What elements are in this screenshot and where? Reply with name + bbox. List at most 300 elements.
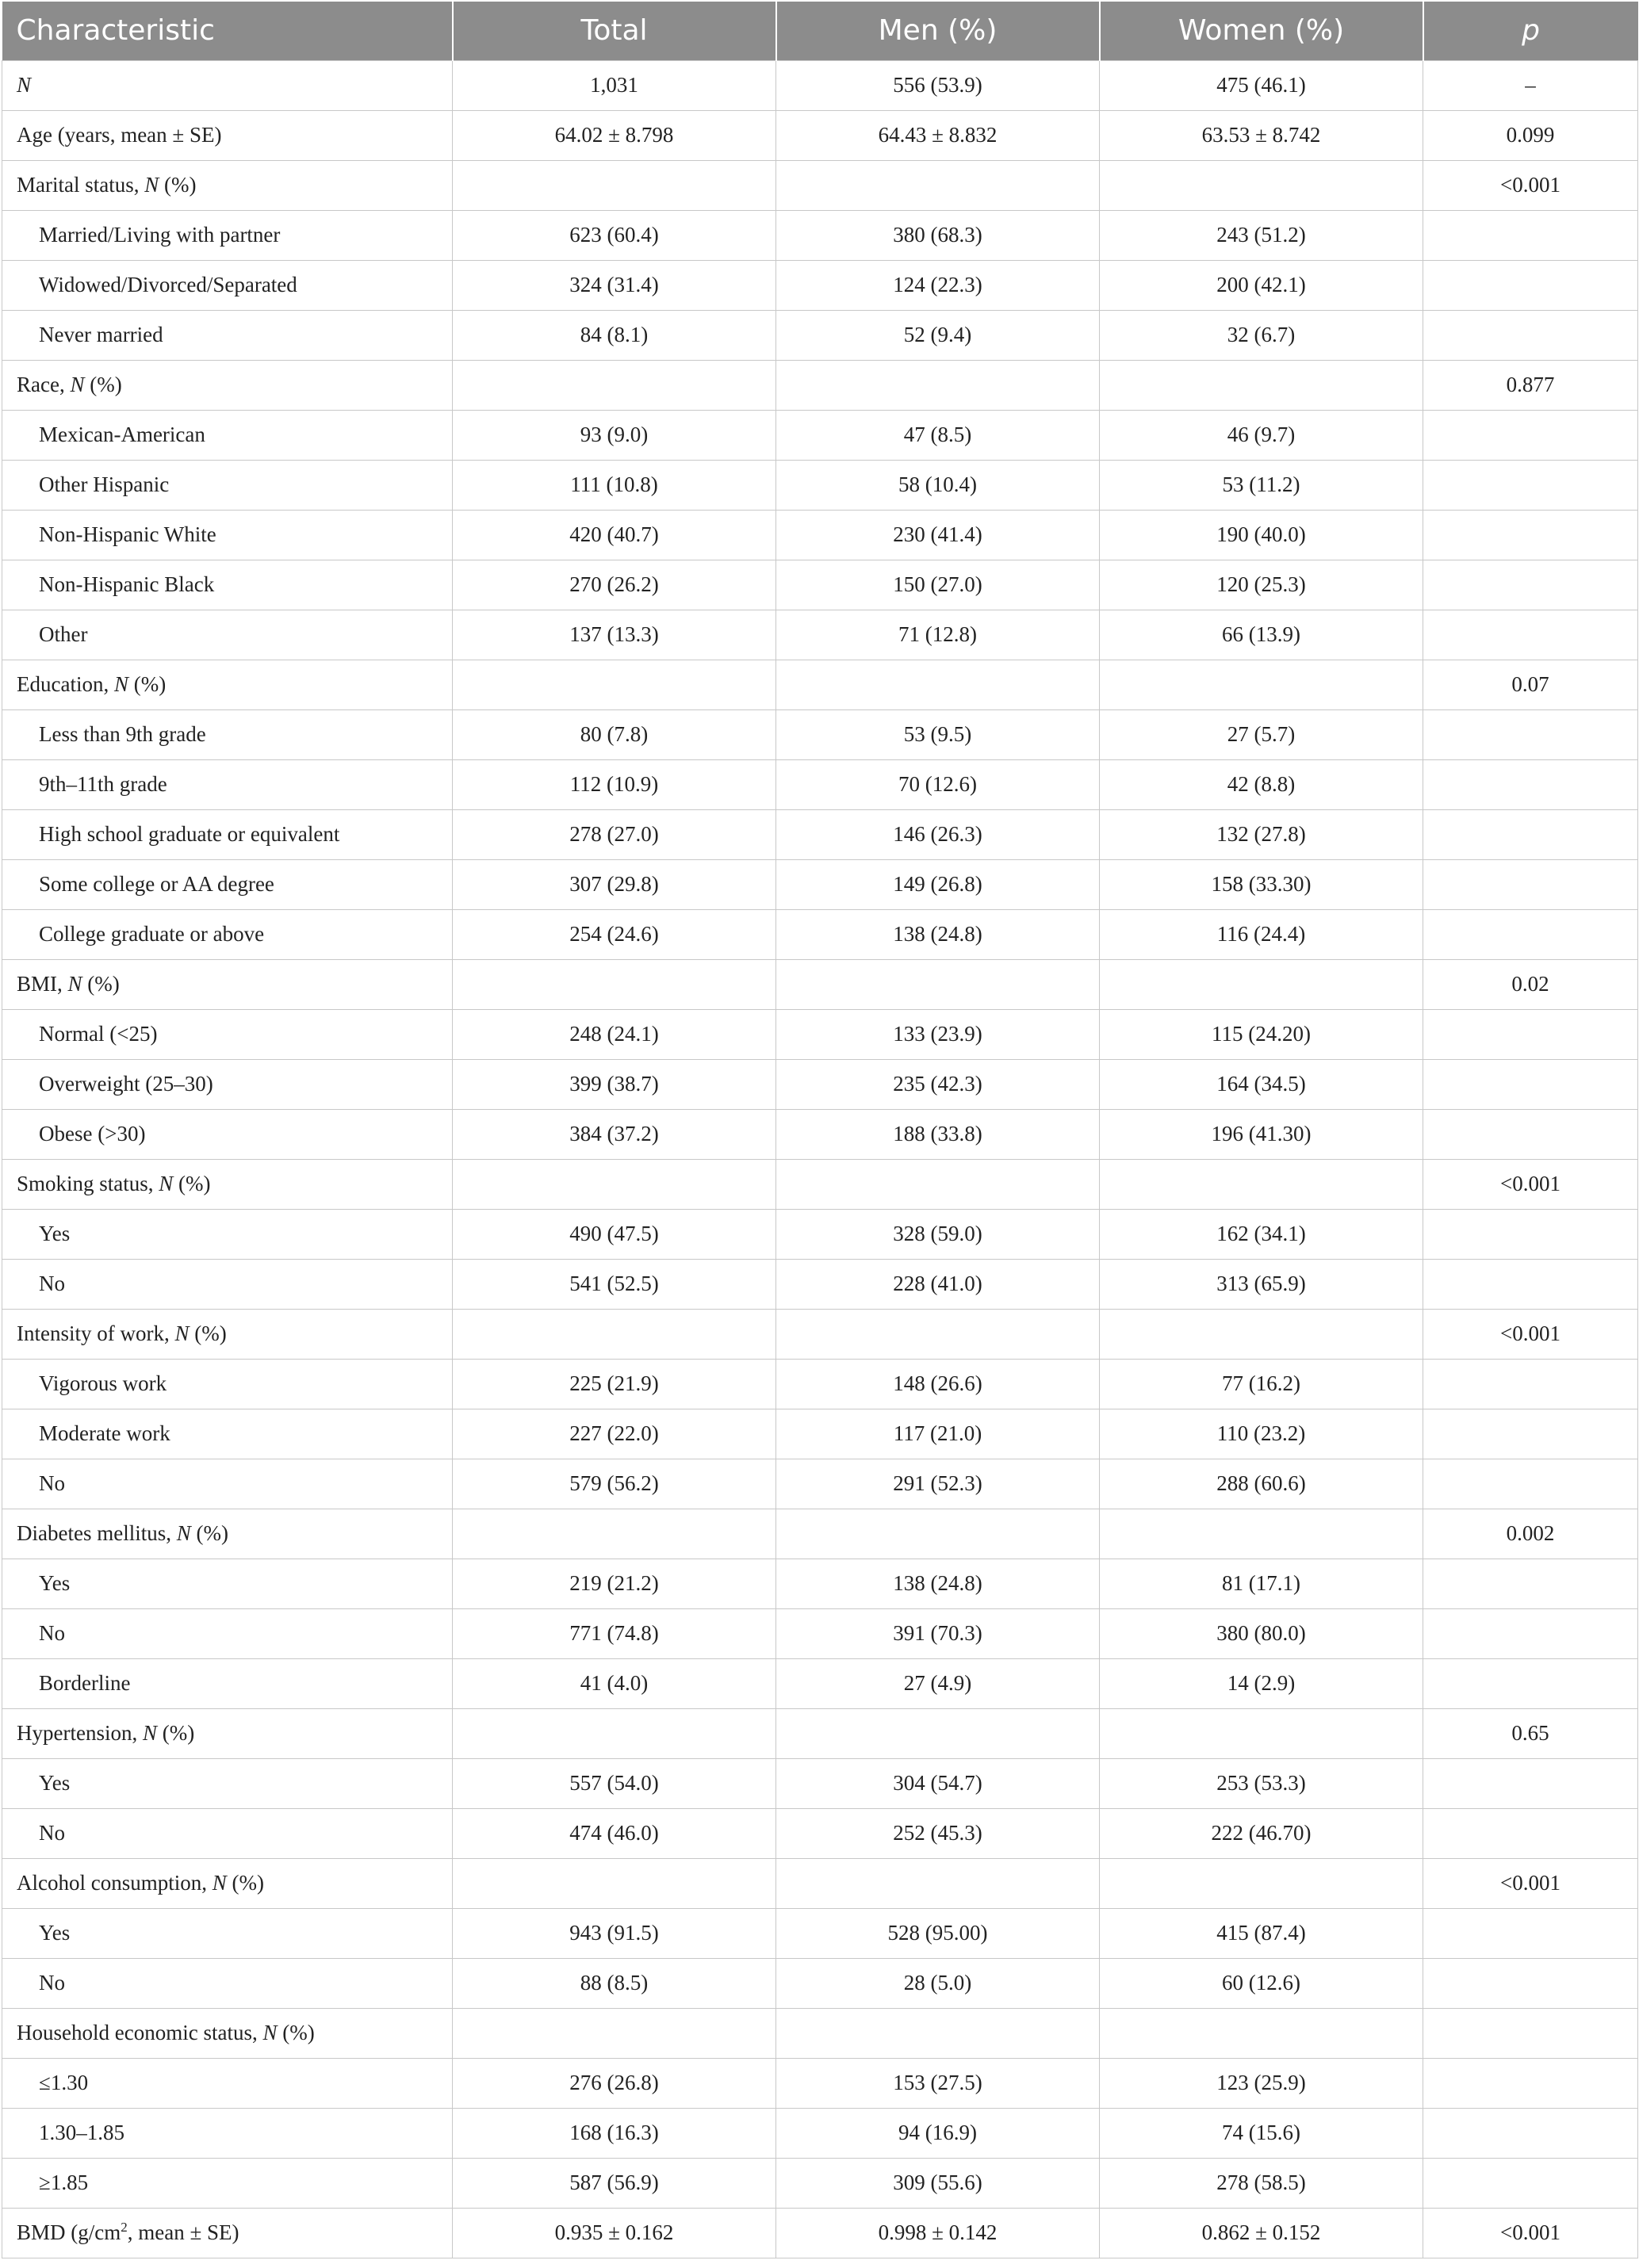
cell-women xyxy=(1100,959,1423,1009)
table-row xyxy=(2,1608,1638,1658)
cell-total: 112 (10.9) xyxy=(453,759,776,809)
cell-total: 541 (52.5) xyxy=(453,1259,776,1309)
row-label xyxy=(2,510,453,560)
cell-total: 80 (7.8) xyxy=(453,709,776,759)
table-row xyxy=(2,909,1638,959)
row-label-text: N xyxy=(17,73,32,97)
cell-total: 248 (24.1) xyxy=(453,1009,776,1059)
row-label xyxy=(2,1858,453,1908)
cell-p xyxy=(1423,310,1638,360)
cell-p xyxy=(1423,1259,1638,1309)
cell-total: 0.935 ± 0.162 xyxy=(453,2208,776,2258)
cell-women xyxy=(1100,160,1423,210)
table-row xyxy=(2,160,1638,210)
table-row xyxy=(2,260,1638,310)
row-label-pct: (%) xyxy=(84,373,122,396)
cell-women: 110 (23.2) xyxy=(1100,1409,1423,1459)
cell-men: 230 (41.4) xyxy=(776,510,1100,560)
cell-men: 556 (53.9) xyxy=(776,60,1100,110)
row-label-text: Married/Living with partner xyxy=(39,223,281,247)
row-label-n: N xyxy=(144,173,159,197)
row-label xyxy=(2,260,453,310)
cell-total: 324 (31.4) xyxy=(453,260,776,310)
cell-p xyxy=(1423,1808,1638,1858)
row-label-text: No xyxy=(39,1471,65,1495)
cell-women: 200 (42.1) xyxy=(1100,260,1423,310)
cell-p xyxy=(1423,510,1638,560)
characteristics-table xyxy=(2,2,1638,2258)
cell-men: 28 (5.0) xyxy=(776,1958,1100,2008)
row-label-text: 1.30–1.85 xyxy=(39,2121,124,2144)
cell-women: 14 (2.9) xyxy=(1100,1658,1423,1708)
row-label xyxy=(2,1958,453,2008)
cell-women: 123 (25.9) xyxy=(1100,2058,1423,2108)
cell-total: 474 (46.0) xyxy=(453,1808,776,1858)
cell-p xyxy=(1423,1059,1638,1109)
table-row xyxy=(2,1958,1638,2008)
row-label xyxy=(2,909,453,959)
row-label-text: Race, xyxy=(17,373,71,396)
row-label-text: Marital status, xyxy=(17,173,145,197)
cell-men: 70 (12.6) xyxy=(776,759,1100,809)
cell-men: 153 (27.5) xyxy=(776,2058,1100,2108)
cell-total: 227 (22.0) xyxy=(453,1409,776,1459)
cell-women: 66 (13.9) xyxy=(1100,610,1423,660)
cell-p: 0.65 xyxy=(1423,1708,1638,1758)
row-label xyxy=(2,60,453,110)
cell-women xyxy=(1100,360,1423,410)
row-label-pct: (%) xyxy=(226,1871,264,1895)
cell-total: 420 (40.7) xyxy=(453,510,776,560)
row-label-text: Other Hispanic xyxy=(39,472,170,496)
row-label xyxy=(2,610,453,660)
row-label-text: Hypertension, xyxy=(17,1721,143,1745)
row-label xyxy=(2,1708,453,1758)
table-row xyxy=(2,1908,1638,1958)
cell-p xyxy=(1423,1209,1638,1259)
table-row xyxy=(2,60,1638,110)
row-label-text: Obese (>30) xyxy=(39,1122,146,1145)
table-row xyxy=(2,2208,1638,2258)
row-label-n: N xyxy=(70,373,85,396)
cell-men xyxy=(776,1509,1100,1559)
cell-p: 0.002 xyxy=(1423,1509,1638,1559)
row-label-text: Less than 9th grade xyxy=(39,722,206,746)
cell-p xyxy=(1423,1009,1638,1059)
cell-men: 94 (16.9) xyxy=(776,2108,1100,2158)
cell-total xyxy=(453,660,776,709)
table-row xyxy=(2,2108,1638,2158)
cell-women: 162 (34.1) xyxy=(1100,1209,1423,1259)
cell-total: 137 (13.3) xyxy=(453,610,776,660)
cell-total: 943 (91.5) xyxy=(453,1908,776,1958)
row-label-text: Non-Hispanic Black xyxy=(39,572,215,596)
cell-p xyxy=(1423,210,1638,260)
row-label-pct: (%) xyxy=(173,1172,211,1195)
cell-total xyxy=(453,1159,776,1209)
cell-total: 490 (47.5) xyxy=(453,1209,776,1259)
cell-women xyxy=(1100,1858,1423,1908)
table-row xyxy=(2,1409,1638,1459)
table-row xyxy=(2,1559,1638,1608)
cell-p xyxy=(1423,709,1638,759)
cell-men: 47 (8.5) xyxy=(776,410,1100,460)
cell-women: 164 (34.5) xyxy=(1100,1059,1423,1109)
cell-men: 528 (95.00) xyxy=(776,1908,1100,1958)
table-row xyxy=(2,560,1638,610)
row-label-pct: (%) xyxy=(277,2021,315,2044)
cell-men: 188 (33.8) xyxy=(776,1109,1100,1159)
cell-men: 150 (27.0) xyxy=(776,560,1100,610)
cell-p xyxy=(1423,909,1638,959)
cell-p: 0.02 xyxy=(1423,959,1638,1009)
cell-men: 0.998 ± 0.142 xyxy=(776,2208,1100,2258)
cell-men: 391 (70.3) xyxy=(776,1608,1100,1658)
row-label-text: Education, xyxy=(17,672,114,696)
row-label xyxy=(2,959,453,1009)
table-row xyxy=(2,1459,1638,1509)
cell-women: 380 (80.0) xyxy=(1100,1608,1423,1658)
row-label-text: Other xyxy=(39,622,88,646)
table-row xyxy=(2,1309,1638,1359)
cell-total: 254 (24.6) xyxy=(453,909,776,959)
cell-p xyxy=(1423,1559,1638,1608)
row-label-text: BMD (g/cm xyxy=(17,2220,121,2244)
row-label xyxy=(2,1009,453,1059)
table-row xyxy=(2,410,1638,460)
row-label xyxy=(2,1309,453,1359)
cell-p xyxy=(1423,2008,1638,2058)
row-label xyxy=(2,110,453,160)
cell-p: <0.001 xyxy=(1423,1858,1638,1908)
cell-p xyxy=(1423,809,1638,859)
table-row xyxy=(2,809,1638,859)
row-label-text: Widowed/Divorced/Separated xyxy=(39,273,297,296)
table-row xyxy=(2,1159,1638,1209)
cell-p: 0.07 xyxy=(1423,660,1638,709)
cell-men xyxy=(776,360,1100,410)
cell-men xyxy=(776,1309,1100,1359)
cell-p xyxy=(1423,1658,1638,1708)
cell-women: 313 (65.9) xyxy=(1100,1259,1423,1309)
table-row xyxy=(2,759,1638,809)
row-label-text: No xyxy=(39,1621,65,1645)
table-row xyxy=(2,1009,1638,1059)
cell-total: 771 (74.8) xyxy=(453,1608,776,1658)
cell-total: 41 (4.0) xyxy=(453,1658,776,1708)
cell-women: 243 (51.2) xyxy=(1100,210,1423,260)
row-label-text: No xyxy=(39,1971,65,1995)
cell-total: 225 (21.9) xyxy=(453,1359,776,1409)
cell-total: 168 (16.3) xyxy=(453,2108,776,2158)
row-label xyxy=(2,809,453,859)
row-label xyxy=(2,1658,453,1708)
cell-total: 278 (27.0) xyxy=(453,809,776,859)
cell-women: 42 (8.8) xyxy=(1100,759,1423,809)
row-label xyxy=(2,560,453,610)
row-label xyxy=(2,1808,453,1858)
row-label xyxy=(2,2058,453,2108)
cell-total xyxy=(453,959,776,1009)
cell-women: 190 (40.0) xyxy=(1100,510,1423,560)
row-label-n: N xyxy=(67,972,82,996)
row-label xyxy=(2,1159,453,1209)
row-label-n: N xyxy=(142,1721,157,1745)
cell-men: 235 (42.3) xyxy=(776,1059,1100,1109)
cell-women: 115 (24.20) xyxy=(1100,1009,1423,1059)
cell-p: <0.001 xyxy=(1423,2208,1638,2258)
row-label xyxy=(2,1559,453,1608)
cell-women: 196 (41.30) xyxy=(1100,1109,1423,1159)
cell-women: 27 (5.7) xyxy=(1100,709,1423,759)
cell-total xyxy=(453,1509,776,1559)
table-row xyxy=(2,1808,1638,1858)
row-label-text: Yes xyxy=(39,1571,71,1595)
row-label-tail: , mean ± SE) xyxy=(127,2220,239,2244)
cell-total: 64.02 ± 8.798 xyxy=(453,110,776,160)
cell-total xyxy=(453,2008,776,2058)
cell-women: 77 (16.2) xyxy=(1100,1359,1423,1409)
row-label-pct: (%) xyxy=(190,1521,228,1545)
cell-p xyxy=(1423,410,1638,460)
row-label-text: Age (years, mean ± SE) xyxy=(17,123,222,147)
row-label xyxy=(2,310,453,360)
cell-women xyxy=(1100,660,1423,709)
table-row xyxy=(2,1109,1638,1159)
cell-men: 291 (52.3) xyxy=(776,1459,1100,1509)
table-header xyxy=(2,2,1638,60)
row-label xyxy=(2,859,453,909)
table-body xyxy=(2,60,1638,2258)
table-row xyxy=(2,1059,1638,1109)
cell-total: 270 (26.2) xyxy=(453,560,776,610)
cell-men xyxy=(776,1858,1100,1908)
cell-men: 148 (26.6) xyxy=(776,1359,1100,1409)
row-label xyxy=(2,1608,453,1658)
cell-women xyxy=(1100,2008,1423,2058)
table-row xyxy=(2,859,1638,909)
row-label-pct: (%) xyxy=(82,972,120,996)
cell-women: 475 (46.1) xyxy=(1100,60,1423,110)
cell-p xyxy=(1423,560,1638,610)
cell-men: 64.43 ± 8.832 xyxy=(776,110,1100,160)
header-total: Total xyxy=(453,2,776,60)
cell-women: 253 (53.3) xyxy=(1100,1758,1423,1808)
cell-women xyxy=(1100,1159,1423,1209)
row-label-text: Some college or AA degree xyxy=(39,872,274,896)
cell-men: 124 (22.3) xyxy=(776,260,1100,310)
cell-women: 222 (46.70) xyxy=(1100,1808,1423,1858)
row-label xyxy=(2,2158,453,2208)
table-row xyxy=(2,1209,1638,1259)
row-label-text: Overweight (25–30) xyxy=(39,1072,213,1096)
cell-men: 228 (41.0) xyxy=(776,1259,1100,1309)
cell-total: 587 (56.9) xyxy=(453,2158,776,2208)
row-label-text: Borderline xyxy=(39,1671,131,1695)
cell-women: 288 (60.6) xyxy=(1100,1459,1423,1509)
cell-women: 415 (87.4) xyxy=(1100,1908,1423,1958)
cell-women: 60 (12.6) xyxy=(1100,1958,1423,2008)
cell-total xyxy=(453,160,776,210)
row-label-text: Moderate work xyxy=(39,1421,170,1445)
row-label-text: BMI, xyxy=(17,972,68,996)
cell-total xyxy=(453,1858,776,1908)
cell-total: 1,031 xyxy=(453,60,776,110)
row-label-n: N xyxy=(212,1871,227,1895)
table-row xyxy=(2,2158,1638,2208)
row-label-n: N xyxy=(176,1521,191,1545)
cell-p: <0.001 xyxy=(1423,1159,1638,1209)
row-label xyxy=(2,1908,453,1958)
cell-total: 399 (38.7) xyxy=(453,1059,776,1109)
cell-p xyxy=(1423,260,1638,310)
table-row xyxy=(2,959,1638,1009)
cell-p: <0.001 xyxy=(1423,1309,1638,1359)
cell-women: 81 (17.1) xyxy=(1100,1559,1423,1608)
row-label xyxy=(2,1359,453,1409)
cell-p xyxy=(1423,460,1638,510)
table-row xyxy=(2,610,1638,660)
cell-men: 309 (55.6) xyxy=(776,2158,1100,2208)
table-row xyxy=(2,510,1638,560)
cell-women: 0.862 ± 0.152 xyxy=(1100,2208,1423,2258)
header-p-value: p xyxy=(1522,14,1540,48)
cell-men: 27 (4.9) xyxy=(776,1658,1100,1708)
row-label-text: Intensity of work, xyxy=(17,1321,175,1345)
row-label-n: N xyxy=(262,2021,278,2044)
cell-p xyxy=(1423,1359,1638,1409)
cell-p xyxy=(1423,1459,1638,1509)
cell-total xyxy=(453,360,776,410)
cell-p xyxy=(1423,1958,1638,2008)
cell-p xyxy=(1423,759,1638,809)
cell-total: 307 (29.8) xyxy=(453,859,776,909)
row-label-text: Non-Hispanic White xyxy=(39,522,216,546)
cell-men: 252 (45.3) xyxy=(776,1808,1100,1858)
row-label-text: ≤1.30 xyxy=(39,2071,89,2094)
cell-women xyxy=(1100,1708,1423,1758)
row-label xyxy=(2,210,453,260)
row-label xyxy=(2,2208,453,2258)
cell-women xyxy=(1100,1309,1423,1359)
cell-p xyxy=(1423,2108,1638,2158)
cell-p xyxy=(1423,1608,1638,1658)
cell-total: 84 (8.1) xyxy=(453,310,776,360)
table-row xyxy=(2,1758,1638,1808)
row-label-text: Diabetes mellitus, xyxy=(17,1521,177,1545)
cell-men: 380 (68.3) xyxy=(776,210,1100,260)
cell-total xyxy=(453,1309,776,1359)
header-characteristic: Characteristic xyxy=(2,2,453,60)
table-row xyxy=(2,460,1638,510)
cell-men xyxy=(776,160,1100,210)
cell-p xyxy=(1423,1908,1638,1958)
cell-men xyxy=(776,660,1100,709)
cell-p xyxy=(1423,610,1638,660)
table-row xyxy=(2,660,1638,709)
row-label xyxy=(2,410,453,460)
row-label-text: Yes xyxy=(39,1921,71,1945)
header-row xyxy=(2,2,1638,60)
cell-total: 384 (37.2) xyxy=(453,1109,776,1159)
cell-total: 579 (56.2) xyxy=(453,1459,776,1509)
cell-men: 146 (26.3) xyxy=(776,809,1100,859)
row-label-text: No xyxy=(39,1821,65,1845)
row-label-pct: (%) xyxy=(189,1321,227,1345)
header-women: Women (%) xyxy=(1100,2,1423,60)
cell-p: 0.877 xyxy=(1423,360,1638,410)
cell-p: 0.099 xyxy=(1423,110,1638,160)
cell-women: 116 (24.4) xyxy=(1100,909,1423,959)
cell-men: 52 (9.4) xyxy=(776,310,1100,360)
row-label-text: Yes xyxy=(39,1222,71,1245)
row-label xyxy=(2,2008,453,2058)
row-label xyxy=(2,460,453,510)
row-label-pct: (%) xyxy=(156,1721,195,1745)
row-label-text: Yes xyxy=(39,1771,71,1795)
row-label xyxy=(2,1509,453,1559)
cell-men: 117 (21.0) xyxy=(776,1409,1100,1459)
row-label-text: Mexican-American xyxy=(39,423,205,446)
cell-total: 557 (54.0) xyxy=(453,1758,776,1808)
row-label xyxy=(2,160,453,210)
cell-p xyxy=(1423,2058,1638,2108)
table-row xyxy=(2,210,1638,260)
header-men: Men (%) xyxy=(776,2,1100,60)
table-row xyxy=(2,1658,1638,1708)
row-label-text: No xyxy=(39,1272,65,1295)
cell-women: 53 (11.2) xyxy=(1100,460,1423,510)
row-label xyxy=(2,1209,453,1259)
cell-men: 138 (24.8) xyxy=(776,1559,1100,1608)
cell-total: 88 (8.5) xyxy=(453,1958,776,2008)
table-row xyxy=(2,110,1638,160)
cell-women: 32 (6.7) xyxy=(1100,310,1423,360)
cell-p xyxy=(1423,859,1638,909)
row-label-text: ≥1.85 xyxy=(39,2170,89,2194)
cell-women: 120 (25.3) xyxy=(1100,560,1423,610)
table-row xyxy=(2,709,1638,759)
row-label xyxy=(2,1459,453,1509)
row-label xyxy=(2,709,453,759)
row-label-text: High school graduate or equivalent xyxy=(39,822,340,846)
row-label-text: Alcohol consumption, xyxy=(17,1871,213,1895)
row-label-n: N xyxy=(113,672,128,696)
cell-p xyxy=(1423,1409,1638,1459)
cell-men: 328 (59.0) xyxy=(776,1209,1100,1259)
row-label xyxy=(2,360,453,410)
row-label-text: Smoking status, xyxy=(17,1172,159,1195)
table-row xyxy=(2,1708,1638,1758)
table-row xyxy=(2,360,1638,410)
cell-women xyxy=(1100,1509,1423,1559)
cell-men: 71 (12.8) xyxy=(776,610,1100,660)
cell-total: 276 (26.8) xyxy=(453,2058,776,2108)
cell-men: 149 (26.8) xyxy=(776,859,1100,909)
cell-women: 46 (9.7) xyxy=(1100,410,1423,460)
table-row xyxy=(2,310,1638,360)
cell-men: 53 (9.5) xyxy=(776,709,1100,759)
table-row xyxy=(2,1858,1638,1908)
cell-men xyxy=(776,1708,1100,1758)
cell-p: – xyxy=(1423,60,1638,110)
row-label-text: Normal (<25) xyxy=(39,1022,158,1046)
cell-p: <0.001 xyxy=(1423,160,1638,210)
cell-men: 133 (23.9) xyxy=(776,1009,1100,1059)
table-row xyxy=(2,1509,1638,1559)
cell-men xyxy=(776,2008,1100,2058)
row-label xyxy=(2,1109,453,1159)
